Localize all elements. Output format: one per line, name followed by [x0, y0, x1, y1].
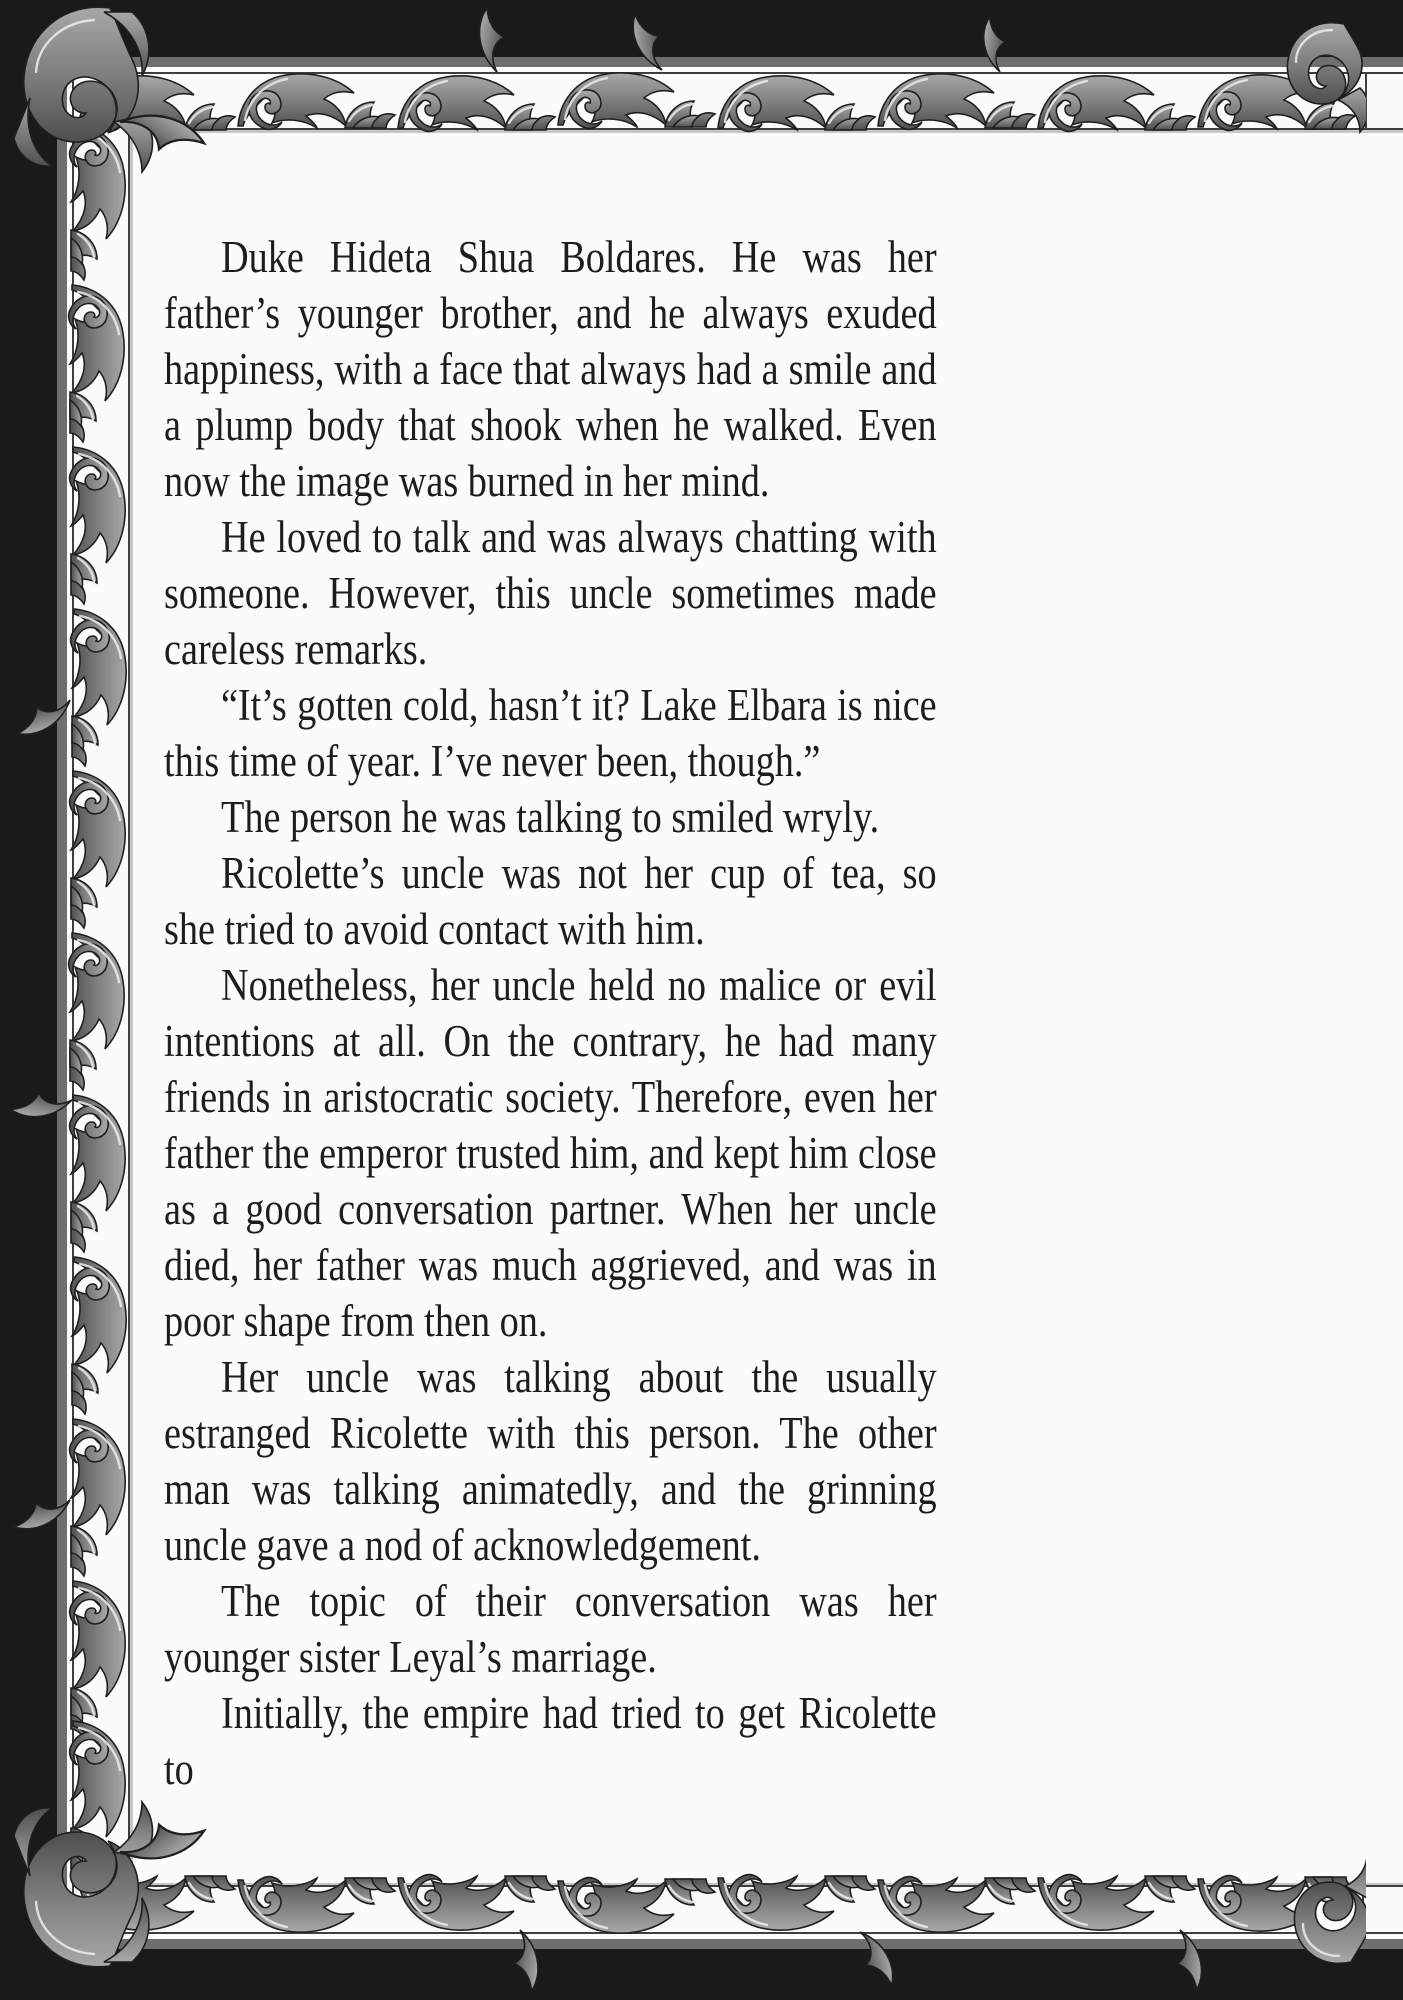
page-text [164, 229, 937, 1797]
paragraph: “It’s gotten cold, hasn’t it? Lake Elbara is nice this time of year. I’ve never been, though.” [164, 680, 937, 786]
paragraph: Her uncle was talking about the usually estranged Ricolette with this person. The other man was talking animatedly, and the grinning uncle gave a nod of acknowledgement. [164, 1352, 937, 1570]
paragraph: Duke Hideta Shua Boldares. He was her father’s younger brother, and he always exuded happiness, with a face that always had a smile and a plump body that shook when he walked. Even now the image was burned in her mind. [164, 232, 937, 506]
paragraph: The topic of their conversation was her younger sister Leyal’s marriage. [164, 1576, 937, 1682]
paragraph: Ricolette’s uncle was not her cup of tea, so she tried to avoid contact with him. [164, 848, 937, 954]
paragraph: Initially, the empire had tried to get Ricolette to [164, 1688, 937, 1794]
paragraph: The person he was talking to smiled wryly. [220, 792, 880, 842]
paragraph: Nonetheless, her uncle held no malice or evil intentions at all. On the contrary, he had many friends in aristocratic society. Therefore, even her father the emperor trusted him, and kept him close as a good conversation partner. When her uncle died, her father was much aggrieved, and was in poor shape from then on. [164, 960, 937, 1346]
paragraph: He loved to talk and was always chatting with someone. However, this uncle sometimes made careless remarks. [164, 512, 937, 674]
